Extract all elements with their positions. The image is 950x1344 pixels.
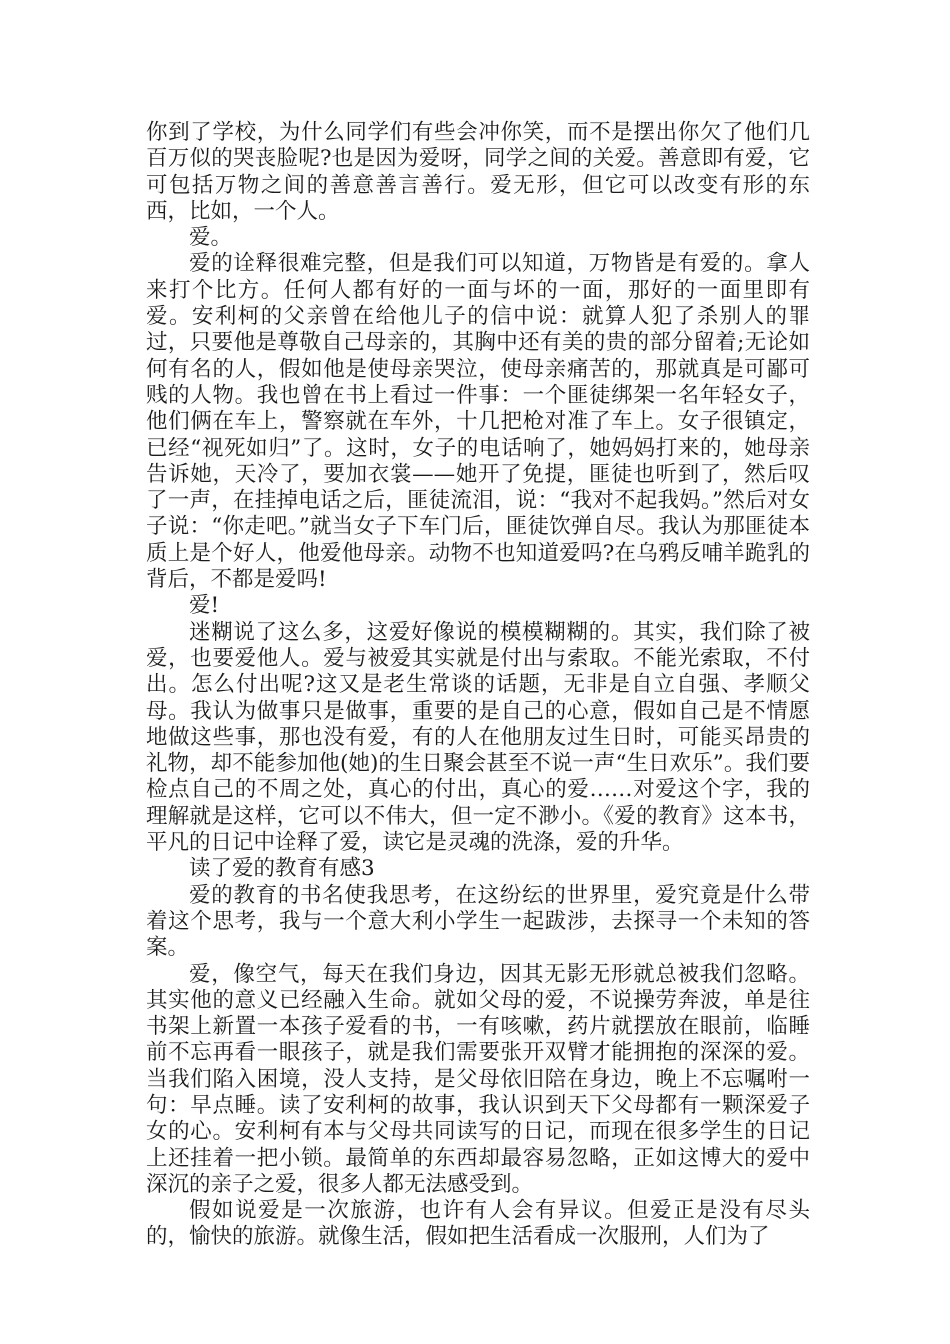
paragraph-6: 爱的教育的书名使我思考，在这纷纭的世界里，爱究竟是什么带着这个思考，我与一个意大利小学生一起跋涉，去探寻一个未知的答案。 bbox=[146, 882, 810, 961]
paragraph-4: 爱! bbox=[189, 593, 220, 619]
paragraph-1: 你到了学校，为什么同学们有些会冲你笑，而不是摆出你欠了他们几百万似的哭丧脸呢?也是因为爱呀，同学之间的关爱。善意即有爱，它可包括万物之间的善意善言善行。爱无形，但它可以改变有形的东西，比如，一个人。 bbox=[146, 120, 810, 224]
section-title: 读了爱的教育有感3 bbox=[189, 856, 375, 882]
paragraph-3: 爱的诠释很难完整，但是我们可以知道，万物皆是有爱的。拿人来打个比方。任何人都有好的一面与坏的一面，那好的一面里即有爱。安利柯的父亲曾在给他儿子的信中说：就算人犯了杀别人的罪过，只要他是尊敬自己母亲的，其胸中还有美的贵的部分留着;无论如何有名的人，假如他是使母亲哭泣，使母亲痛苦的，那就真是可鄙可贱的人物。我也曾在书上看过一件事：一个匪徒绑架一名年轻女子，他们俩在车上，警察就在车外，十几把枪对准了车上。女子很镇定，已经“视死如归”了。这时，女子的电话响了，她妈妈打来的，她母亲告诉她，天冷了，要加衣裳——她开了免提，匪徒也听到了，然后叹了一声，在挂掉电话之后，匪徒流泪，说：“我对不起我妈。”然后对女子说：“你走吧。”就当女子下车门后，匪徒饮弹自尽。我认为那匪徒本质上是个好人，他爱他母亲。动物不也知道爱吗?在乌鸦反哺羊跪乳的背后，不都是爱吗! bbox=[146, 251, 810, 593]
paragraph-5: 迷糊说了这么多，这爱好像说的模模糊糊的。其实，我们除了被爱，也要爱他人。爱与被爱其实就是付出与索取。不能光索取，不付出。怎么付出呢?这又是老生常谈的话题，无非是自立自强、孝顺父母。我认为做事只是做事，重要的是自己的心意，假如自己是不情愿地做这些事，那也没有爱，有的人在他朋友过生日时，可能买昂贵的礼物，却不能参加他(她)的生日聚会甚至不说一声“生日欢乐”。我们要检点自己的不周之处，真心的付出，真心的爱……对爱这个字，我的理解就是这样，它可以不伟大，但一定不渺小。《爱的教育》这本书，平凡的日记中诠释了爱，读它是灵魂的洗涤，爱的升华。 bbox=[146, 619, 810, 856]
paragraph-2: 爱。 bbox=[189, 225, 233, 251]
paragraph-7: 爱，像空气，每天在我们身边，因其无影无形就总被我们忽略。其实他的意义已经融入生命。就如父母的爱，不说操劳奔波，单是往书架上新置一本孩子爱看的书，一有咳嗽，药片就摆放在眼前，临睡前不忘再看一眼孩子，就是我们需要张开双臂才能拥抱的深深的爱。当我们陷入困境，没人支持，是父母依旧陪在身边，晚上不忘嘱咐一句：早点睡。读了安利柯的故事，我认识到天下父母都有一颗深爱子女的心。安利柯有本与父母共同读写的日记，而现在很多学生的日记上还挂着一把小锁。最简单的东西却最容易忽略，正如这博大的爱中深沉的亲子之爱，很多人都无法感受到。 bbox=[146, 961, 810, 1197]
document-body bbox=[146, 120, 810, 1251]
paragraph-8: 假如说爱是一次旅游，也许有人会有异议。但爱正是没有尽头的，愉快的旅游。就像生活，假如把生活看成一次服刑，人们为了 bbox=[146, 1198, 810, 1250]
